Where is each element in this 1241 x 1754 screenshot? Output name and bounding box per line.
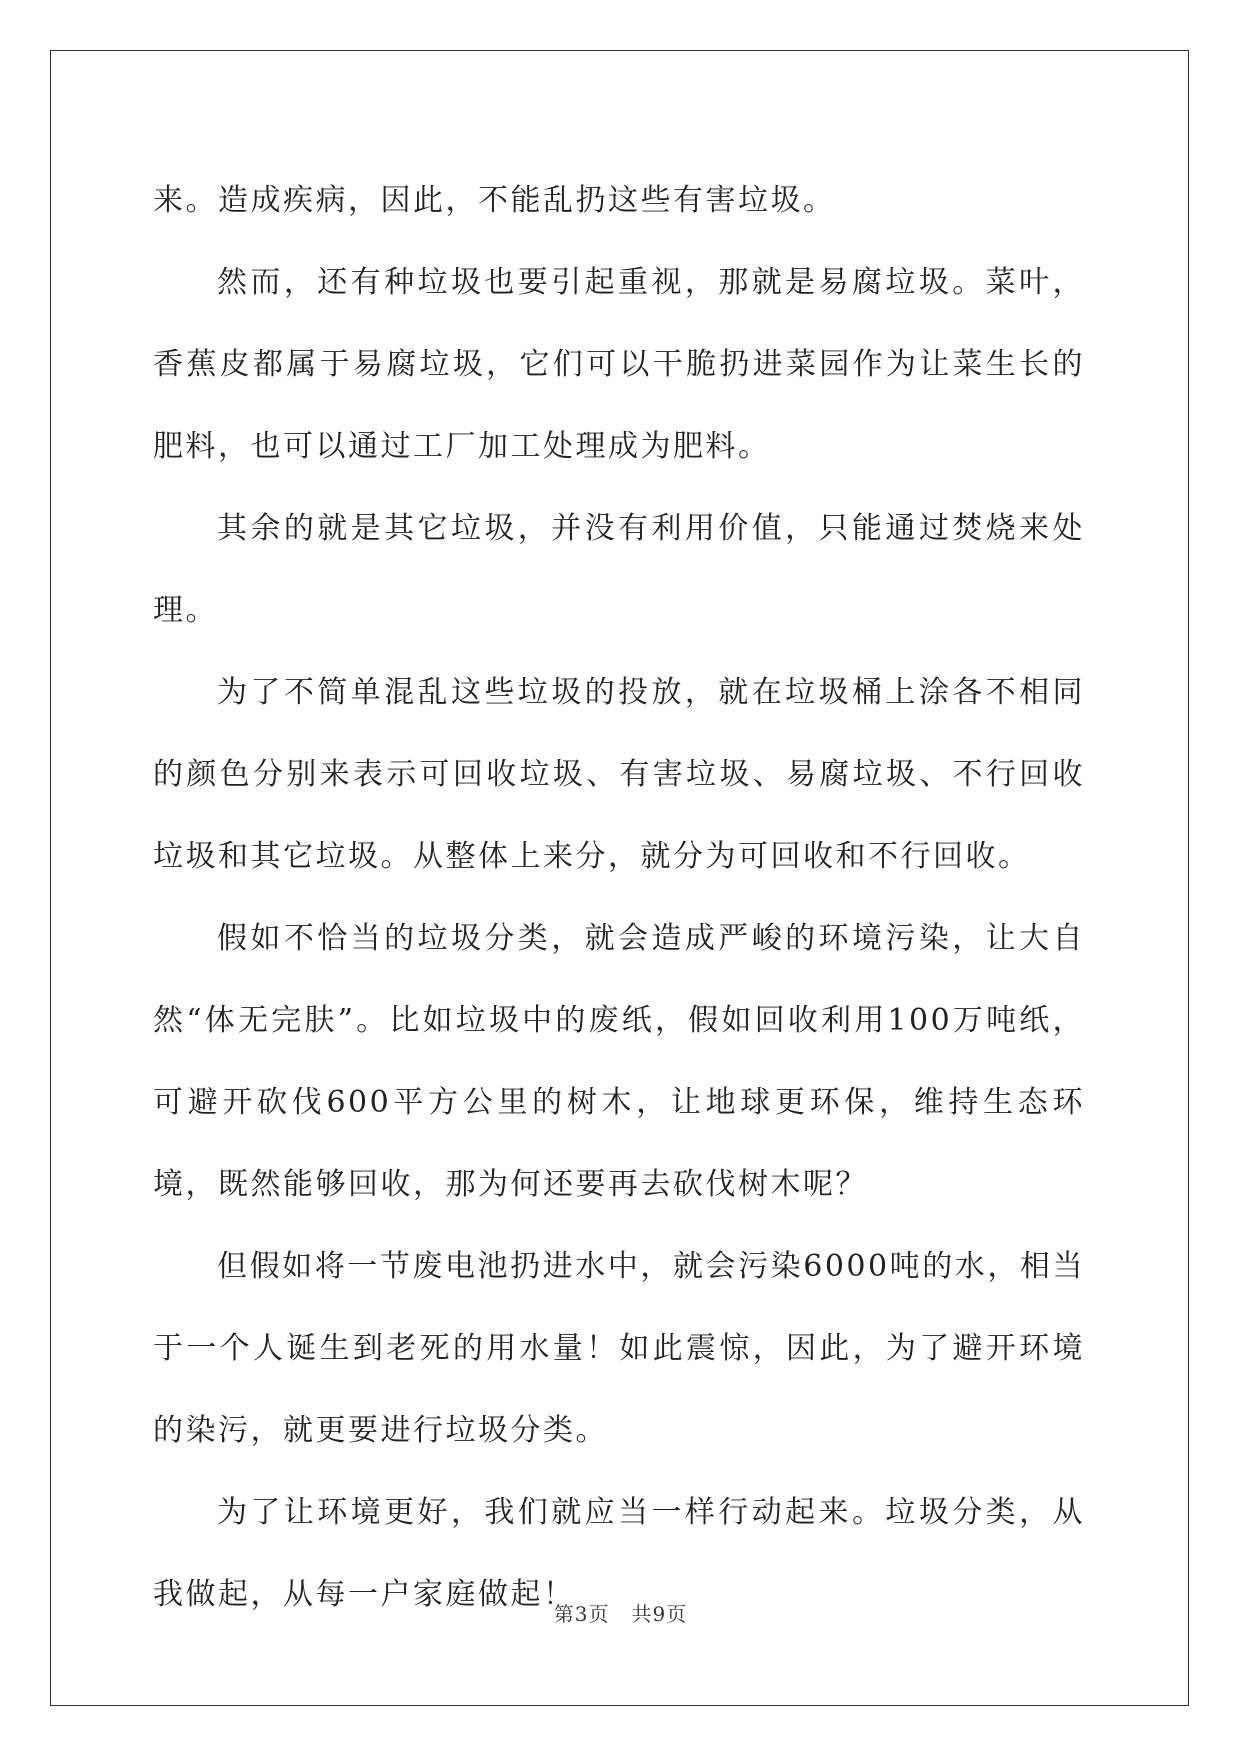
paragraph-other-waste: 其余的就是其它垃圾，并没有利用价值，只能通过焚烧来处理。 bbox=[153, 511, 1085, 628]
paragraph-conclusion: 为了让环境更好，我们就应当一样行动起来。垃圾分类，从我做起，从每一户家庭做起！ bbox=[153, 1495, 1085, 1612]
page-footer bbox=[0, 1598, 1241, 1627]
paragraph-paper-recycling: 假如不恰当的垃圾分类，就会造成严峻的环境污染，让大自然“体无完肤”。比如垃圾中的废纸，假如回收利用100万吨纸，可避开砍伐600平方公里的树木，让地球更环保，维持生态环境，既然能够回收，那为何还要再去砍伐树木呢？ bbox=[153, 921, 1085, 1202]
paragraph-battery-pollution: 但假如将一节废电池扔进水中，就会污染6000吨的水，相当于一个人诞生到老死的用水量！如此震惊，因此，为了避开环境的染污，就更要进行垃圾分类。 bbox=[153, 1249, 1085, 1448]
page-total: 共9页 bbox=[631, 1602, 688, 1626]
page-number: 第3页 bbox=[553, 1602, 610, 1626]
paragraph-bin-colors: 为了不简单混乱这些垃圾的投放，就在垃圾桶上涂各不相同的颜色分别来表示可回收垃圾、有害垃圾、易腐垃圾、不行回收垃圾和其它垃圾。从整体上来分，就分为可回收和不行回收。 bbox=[153, 675, 1085, 874]
paragraph-continuation: 来。造成疾病，因此，不能乱扔这些有害垃圾。 bbox=[153, 183, 836, 218]
document-body bbox=[153, 160, 1085, 1636]
paragraph-perishable-waste: 然而，还有种垃圾也要引起重视，那就是易腐垃圾。菜叶，香蕉皮都属于易腐垃圾，它们可以干脆扔进菜园作为让菜生长的肥料，也可以通过工厂加工处理成为肥料。 bbox=[153, 265, 1085, 464]
